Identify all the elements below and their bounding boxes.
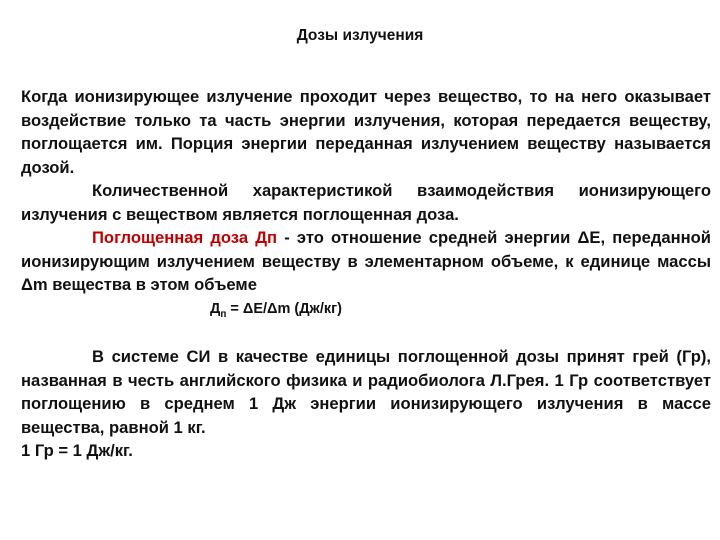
spacer (21, 324, 711, 345)
absorbed-dose-definition-text: - это отношение средней энергии ΔЕ, переданной ионизирующим излучением веществу в элементарном объеме, к единице массы Δm вещества в этом объеме (21, 228, 711, 294)
formula-expression: = ΔЕ/Δm (Дж/кг) (226, 300, 342, 317)
slide-body (21, 85, 711, 463)
paragraph-gray-equation: 1 Гр = 1 Дж/кг. (21, 441, 133, 461)
paragraph-absorbed-dose-definition (21, 226, 711, 297)
absorbed-dose-formula (21, 299, 711, 325)
paragraph-si-unit: В системе СИ в качестве единицы поглощенной дозы принят грей (Гр), названная в честь английского физика и радиобиолога Л.Грея. 1 Гр соответствует поглощению в среднем 1 Дж энергии ионизирующего излучения в массе вещества, равной 1 кг. (21, 347, 711, 437)
formula-subscript: п (220, 308, 227, 320)
paragraph-absorbed-dose-characteristic: Количественной характеристикой взаимодействия ионизирующего излучения с веществом является поглощенная доза. (21, 181, 711, 224)
paragraph-dose-intro: Когда ионизирующее излучение проходит через вещество, то на него оказывает воздействие только та часть энергии излучения, которая передается веществу, поглощается им. Порция энергии переданная излучением веществу называется дозой. (21, 87, 711, 177)
formula-symbol: Д (210, 300, 221, 317)
absorbed-dose-term: Поглощенная доза Дп (92, 228, 278, 247)
slide-title: Дозы излучения (296, 27, 424, 44)
